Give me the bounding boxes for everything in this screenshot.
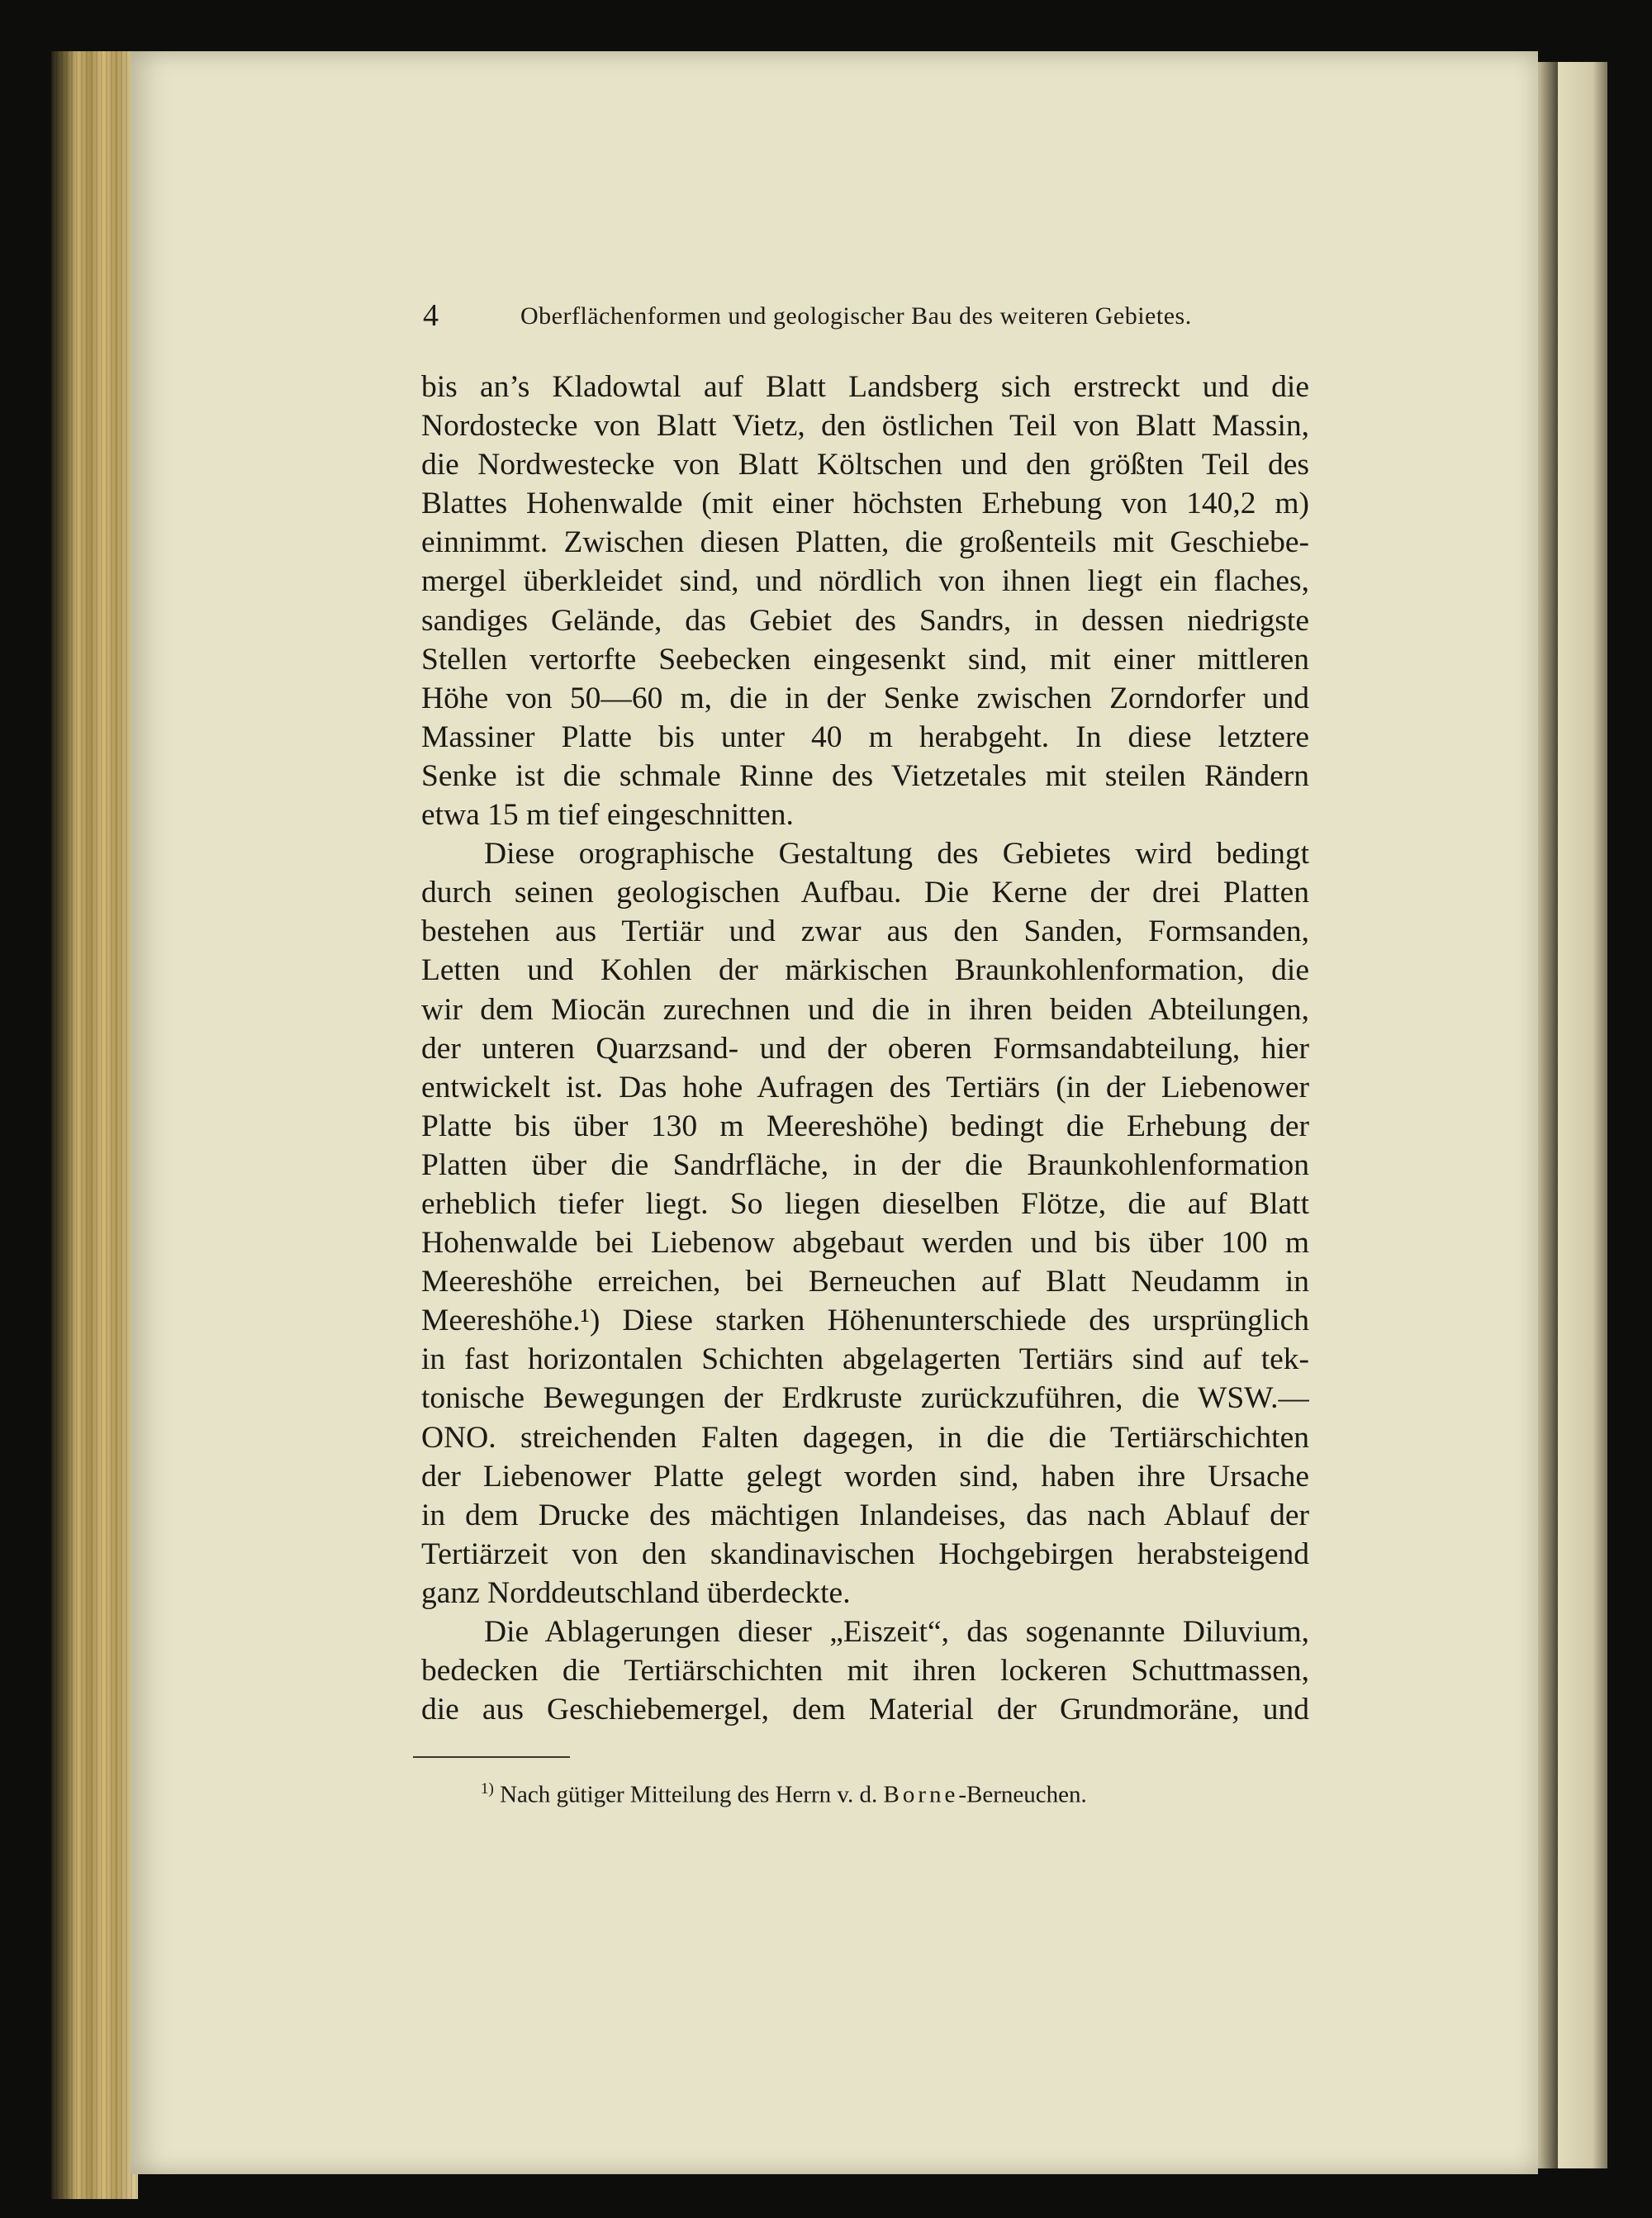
text-line: Senke ist die schmale Rinne des Vietzetales mit steilen Rändern — [421, 758, 1309, 793]
text-line: bedecken die Tertiärschichten mit ihren lockeren Schuttmassen, — [421, 1654, 1309, 1688]
text-line: bestehen aus Tertiär und zwar aus den Sanden, Formsanden, — [421, 914, 1309, 949]
text-line: Die Ablagerungen dieser „Eiszeit“, das sogenannte Diluvium, — [484, 1615, 1309, 1649]
text-line: der Liebenower Platte gelegt worden sind, haben ihre Ursache — [421, 1459, 1309, 1494]
text-line: entwickelt ist. Das hohe Aufragen des Tertiärs (in der Liebenower — [421, 1070, 1309, 1104]
text-line: in fast horizontalen Schichten abgelagerten Tertiärs sind auf tek- — [421, 1342, 1309, 1377]
text-line: Platte bis über 130 m Meereshöhe) bedingt die Erhebung der — [421, 1109, 1309, 1143]
text-line: mergel überkleidet sind, und nördlich von ihnen liegt ein flaches, — [421, 564, 1309, 599]
text-line: erheblich tiefer liegt. So liegen dieselben Flötze, die auf Blatt — [421, 1186, 1309, 1221]
book-binding-right-outer — [1558, 62, 1607, 2168]
text-line: durch seinen geologischen Aufbau. Die Kerne der drei Platten — [421, 876, 1309, 910]
text-line: Stellen vertorfte Seebecken eingesenkt sind, mit einer mittleren — [421, 642, 1309, 677]
text-line: Nordostecke von Blatt Vietz, den östlichen Teil von Blatt Massin, — [421, 409, 1309, 444]
footnote-text-after: -Berneuchen. — [958, 1781, 1087, 1808]
body-text — [421, 368, 1309, 1729]
text-line: Hohenwalde bei Liebenow abgebaut werden und bis über 100 m — [421, 1226, 1309, 1261]
text-line: einnimmt. Zwischen diesen Platten, die großenteils mit Geschiebe- — [421, 525, 1309, 560]
text-line: Diese orographische Gestaltung des Gebietes wird bedingt — [484, 837, 1309, 872]
text-line: bis an’s Kladowtal auf Blatt Landsberg sich erstreckt und die — [421, 370, 1309, 404]
text-line: Höhe von 50—60 m, die in der Senke zwischen Zorndorfer und — [421, 681, 1309, 715]
text-line: die aus Geschiebemergel, dem Material der Grundmoräne, und — [421, 1693, 1309, 1727]
text-line: in dem Drucke des mächtigen Inlandeises, das nach Ablauf der — [421, 1498, 1309, 1532]
text-line: Blattes Hohenwalde (mit einer höchsten Erhebung von 140,2 m) — [421, 487, 1309, 521]
footnote-marker: 1) — [481, 1780, 494, 1798]
footnote-text-before: Nach gütiger Mitteilung des Herrn v. d. — [493, 1781, 884, 1808]
text-line: wir dem Miocän zurechnen und die in ihren beiden Abteilungen, — [421, 992, 1309, 1027]
text-line: Meereshöhe.¹) Diese starken Höhenunterschiede des ursprünglich — [421, 1304, 1309, 1338]
text-line: Tertiärzeit von den skandinavischen Hochgebirgen herabsteigend — [421, 1536, 1309, 1571]
book-fore-edge — [51, 51, 138, 2199]
text-line: etwa 15 m tief eingeschnitten. — [421, 798, 794, 833]
running-title: Oberflächenformen und geologischer Bau des weiteren Gebietes. — [520, 302, 1192, 330]
footnote-rule — [413, 1756, 570, 1758]
footnote — [481, 1780, 1087, 1809]
text-line: der unteren Quarzsand- und der oberen Formsandabteilung, hier — [421, 1031, 1309, 1066]
page-number: 4 — [423, 298, 439, 333]
text-line: Letten und Kohlen der märkischen Braunkohlenformation, die — [421, 953, 1309, 988]
page-header — [423, 297, 1315, 347]
text-line: Massiner Platte bis unter 40 m herabgeht. In diese letztere — [421, 720, 1309, 754]
footnote-spaced-name: Borne — [883, 1781, 959, 1808]
text-line: ONO. streichenden Falten dagegen, in die die Tertiärschichten — [421, 1420, 1309, 1455]
text-line: Platten über die Sandrfläche, in der die Braunkohlenformation — [421, 1147, 1309, 1182]
text-line: ganz Norddeutschland überdeckte. — [421, 1575, 851, 1610]
text-line: die Nordwestecke von Blatt Költschen und den größten Teil des — [421, 448, 1309, 482]
text-line: tonische Bewegungen der Erdkruste zurückzuführen, die WSW.— — [421, 1381, 1309, 1416]
text-line: Meereshöhe erreichen, bei Berneuchen auf Blatt Neudamm in — [421, 1265, 1309, 1299]
text-line: sandiges Gelände, das Gebiet des Sandrs, in dessen niedrigste — [421, 603, 1309, 638]
